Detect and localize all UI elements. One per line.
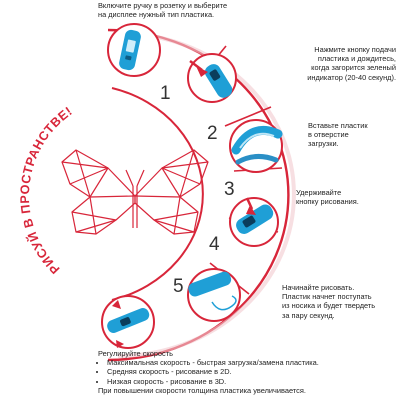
- step-text-line: Вставьте пластик: [308, 121, 368, 130]
- intro-line: Включите ручку в розетку и выберите: [98, 1, 228, 10]
- step-text-line: кнопку рисования.: [296, 197, 359, 207]
- step-text-line: в отверстие: [308, 130, 349, 140]
- step-3-text: [296, 188, 359, 206]
- pen-nozzle-icon: [187, 269, 240, 321]
- brand-slogan: РИСУЙ В ПРОСТРАНСТВЕ!: [17, 103, 76, 277]
- step-number-1: 1: [160, 83, 171, 104]
- step-text-line: Начинайте рисовать.: [282, 283, 355, 292]
- speed-arrows-icon: [102, 296, 154, 348]
- step-number-4: 4: [209, 234, 220, 255]
- step-text-line: индикатор (20-40 секунд).: [307, 72, 396, 82]
- draw-button-icon: [230, 198, 278, 246]
- step-text-line: из носика и будет твердеть: [282, 301, 376, 311]
- speed-instructions: [98, 349, 319, 395]
- plastic-insert-icon: [230, 120, 282, 172]
- step-2-text: [308, 121, 368, 149]
- speed-footer: При повышении скорости толщина пластика увеличивается.: [98, 385, 306, 395]
- step-text-line: за пару секунд.: [282, 310, 335, 320]
- intro-text: [98, 1, 227, 19]
- pen-display-icon: [108, 24, 160, 76]
- step-4-text: [282, 283, 375, 320]
- intro-line: на дисплее нужный тип пластика.: [98, 10, 215, 20]
- step-text-line: когда загорится зеленый: [311, 63, 396, 73]
- step-text-line: Пластик начнет поступать: [282, 292, 372, 302]
- step-1-text: [262, 45, 396, 82]
- step-text-line: Нажмите кнопку подачи: [314, 45, 396, 54]
- step-number-2: 2: [207, 123, 218, 144]
- speed-item: • Максимальная скорость - быстрая загрузка/замена пластика.: [107, 358, 319, 367]
- step-text-line: Удерживайте: [296, 188, 342, 197]
- step-number-3: 3: [224, 179, 235, 200]
- speed-item: • Средняя скорость - рисование в 2D.: [107, 367, 319, 376]
- feed-button-icon: [188, 54, 236, 102]
- butterfly-icon: [62, 150, 208, 234]
- speed-heading: Регулируйте скорость: [98, 349, 173, 358]
- speed-list: [98, 358, 319, 386]
- step-text-line: загрузки.: [308, 139, 339, 149]
- step-number-5: 5: [173, 276, 184, 297]
- inner-arc: [112, 88, 203, 300]
- step-text-line: пластика и дождитесь,: [317, 54, 396, 64]
- speed-item: • Низкая скорость - рисование в 3D.: [107, 377, 319, 386]
